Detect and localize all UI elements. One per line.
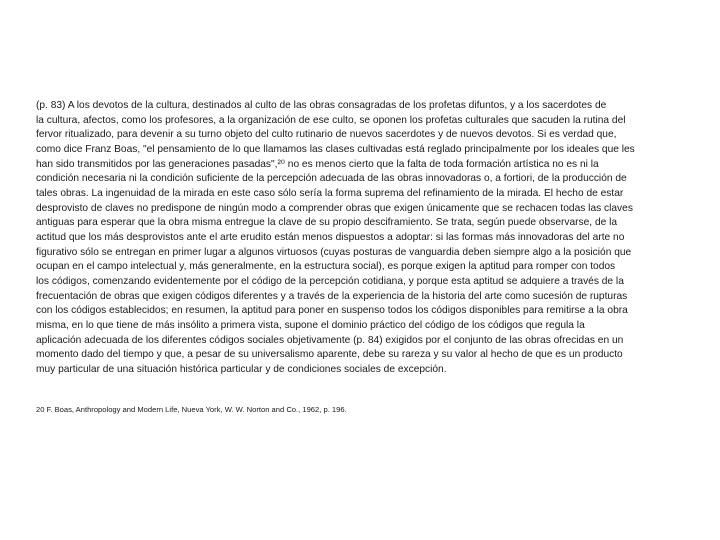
paragraph-line: ocupan en el campo intelectual y, más generalmente, en la estructura social), es porque exigen la aptitud para romper con todos xyxy=(36,261,616,273)
paragraph-line: frecuentación de obras que exigen códigos diferentes y a través de la experiencia de la historia del arte como sucesión de rupturas xyxy=(36,290,628,302)
paragraph-line: la cultura, afectos, como los profesores, a la organización de ese culto, se oponen los profetas culturales que sacuden la rutina del xyxy=(36,114,626,126)
paragraph-line: momento dado del tiempo y que, a pesar de su universalismo aparente, debe su rareza y su valor al hecho de que es un producto xyxy=(36,349,623,361)
paragraph-line: desprovisto de claves no predispone de ningún modo a comprender obras que exigen únicamente que se rechacen todas las claves xyxy=(36,202,633,214)
footnote: 20 F. Boas, Anthropology and Modern Life, Nueva York, W. W. Norton and Co., 1962, p. 196. xyxy=(36,405,347,414)
paragraph-line: aplicación adecuada de los diferentes códigos sociales objetivamente (p. 84) exigidos por el conjunto de las obras ofrecidas en un xyxy=(36,334,624,346)
paragraph-line: figurativo sólo se entregan en primer lugar a algunos virtuosos (cuyas posturas de vanguardia deben siempre algo a la posición que xyxy=(36,246,632,258)
body-paragraph xyxy=(36,99,682,377)
paragraph-line: fervor ritualizado, para devenir a su turno objeto del culto rutinario de nuevos sacerdotes y de nuevos devotos. Si es verdad que, xyxy=(36,129,617,141)
paragraph-line: muy particular de una situación histórica particular y de condiciones sociales de excepción. xyxy=(36,363,447,375)
paragraph-line: han sido transmitidos por las generaciones pasadas",²⁰ no es menos cierto que la falta de toda formación artística no es ni la xyxy=(36,158,599,170)
paragraph-line: condición necesaria ni la condición suficiente de la percepción adecuada de las obras innovadoras o, a fortiori, de la producción de xyxy=(36,173,627,185)
paragraph-line: actitud que los más desprovistos ante el arte erudito están menos dispuestos a adoptar: si las formas más innovadoras del arte no xyxy=(36,231,625,243)
paragraph-line: con los códigos establecidos; en resumen, la aptitud para poner en suspenso todos los códigos disponibles para remitirse a la obra xyxy=(36,305,628,317)
paragraph-line: tales obras. La ingenuidad de la mirada en este caso sólo sería la forma suprema del refinamiento de la mirada. El hecho de estar xyxy=(36,187,624,199)
paragraph-line: misma, en lo que tiene de más insólito a primera vista, supone el dominio práctico del código de los códigos que regula la xyxy=(36,319,585,331)
paragraph-line: (p. 83) A los devotos de la cultura, destinados al culto de las obras consagradas de los profetas difuntos, y a los sacerdotes de xyxy=(36,100,607,111)
paragraph-line: antiguas para esperar que la obra misma entregue la clave de su propio desciframiento. Se trata, según puede observarse, de la xyxy=(36,217,618,229)
paragraph-line: los códigos, comenzando evidentemente por el código de la percepción cotidiana, y porque esta aptitud se adquiere a través de la xyxy=(36,275,624,287)
paragraph-line: como dice Franz Boas, "el pensamiento de lo que llamamos las clases cultivadas está reglado principalmente por los ideales que les xyxy=(36,143,635,155)
